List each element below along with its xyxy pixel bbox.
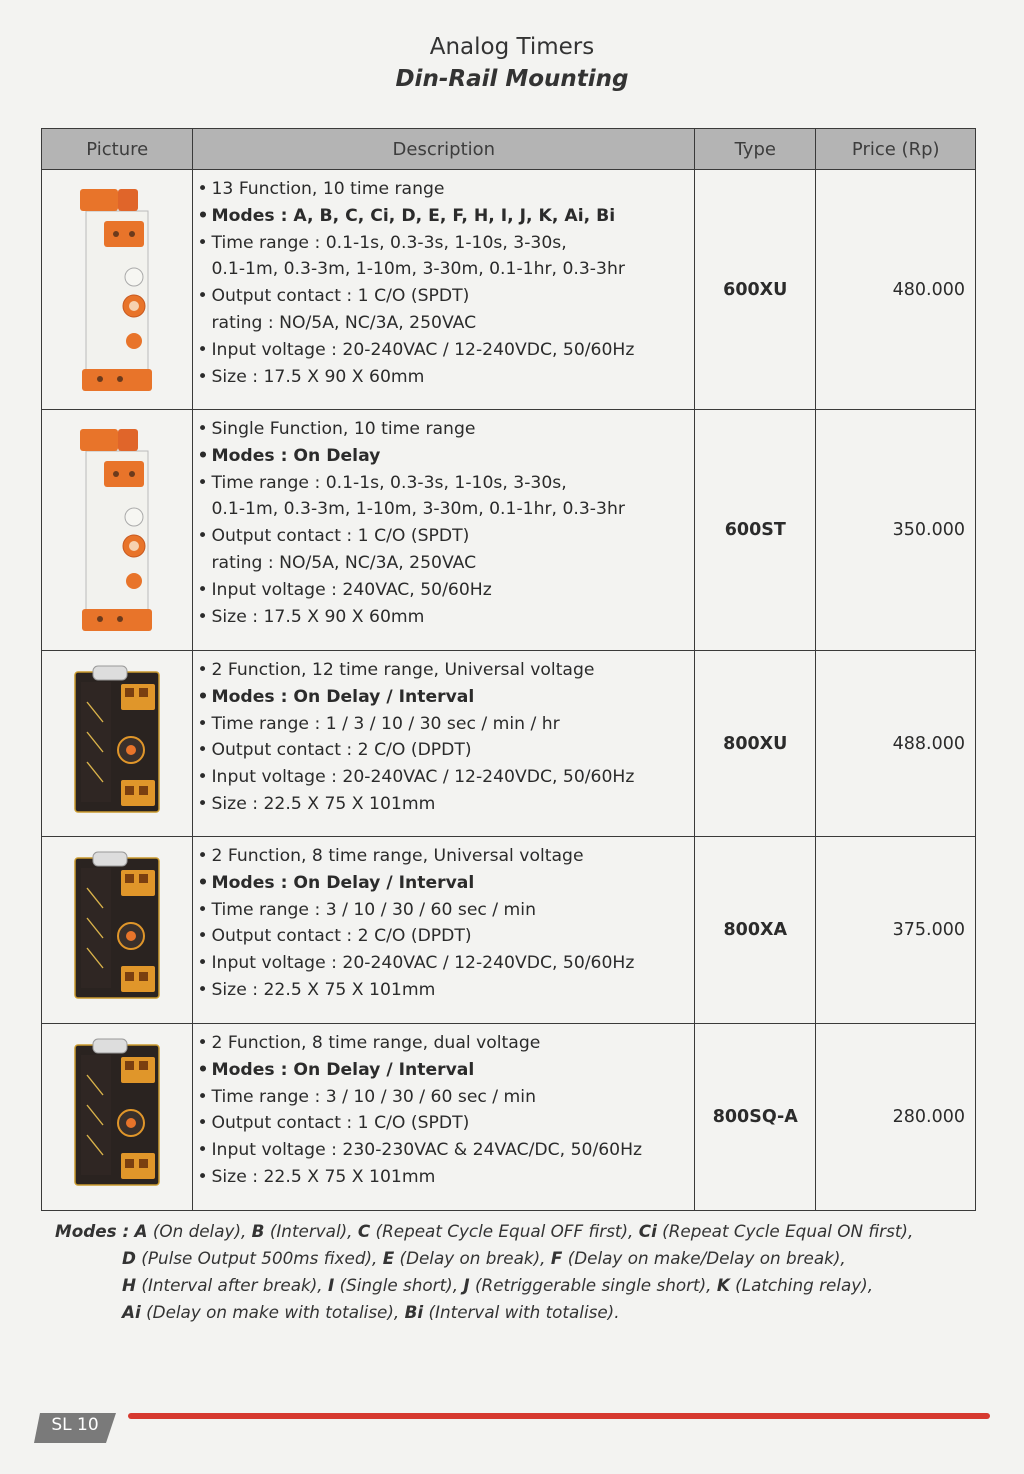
bullet-icon: • [197, 286, 208, 307]
description-line [197, 711, 694, 738]
description-text: rating : NO/5A, NC/3A, 250VAC [211, 552, 477, 573]
table-row [42, 837, 976, 1024]
description-line [197, 950, 694, 977]
mode-description: (Delay on break), [399, 1248, 546, 1268]
bullet-icon: • [197, 1113, 208, 1134]
bullet-icon: • [197, 1086, 208, 1107]
mode-code: J [463, 1275, 470, 1295]
bullet-icon: • [197, 926, 208, 947]
page-subtitle: Din-Rail Mounting [395, 66, 629, 92]
description-line [197, 870, 694, 897]
description-line [197, 523, 694, 550]
mode-code: Bi [404, 1302, 424, 1322]
bullet-icon: • [197, 1166, 208, 1187]
description-text: Single Function, 10 time range [211, 419, 476, 439]
description-text: 0.1-1m, 0.3-3m, 1-10m, 3-30m, 0.1-1hr, 0.3-3hr [211, 499, 625, 520]
product-picture-cell [42, 837, 193, 1024]
description-text: Output contact : 1 C/O (SPDT) [211, 286, 470, 307]
description-text: 2 Function, 8 time range, Universal voltage [211, 846, 584, 866]
mode-description: (Delay on make/Delay on break), [567, 1248, 846, 1268]
description-line [197, 1137, 694, 1164]
description-text: Modes : On Delay / Interval [211, 872, 475, 893]
mode-code: B [251, 1221, 265, 1241]
bullet-icon: • [197, 979, 208, 1000]
description-text: Output contact : 1 C/O (SPDT) [211, 526, 470, 547]
description-text: Modes : On Delay / Interval [211, 686, 475, 707]
description-text: Size : 17.5 X 90 X 60mm [211, 366, 425, 387]
product-type-cell: 600ST [695, 410, 816, 651]
bullet-icon: • [197, 232, 208, 253]
description-line [197, 470, 694, 497]
product-price-cell: 375.000 [816, 837, 976, 1024]
mode-description: (Interval), [269, 1221, 353, 1241]
product-description-cell [193, 1024, 695, 1211]
bullet-icon: • [197, 1033, 208, 1053]
description-text: 13 Function, 10 time range [211, 179, 445, 199]
table-row [42, 170, 976, 410]
mode-code: I [327, 1275, 335, 1295]
mode-code: Ci [638, 1221, 657, 1241]
mode-code: K [716, 1275, 730, 1295]
bullet-icon: • [197, 1059, 209, 1080]
description-text: Time range : 0.1-1s, 0.3-3s, 1-10s, 3-30s, [211, 232, 567, 253]
bullet-icon: • [197, 740, 208, 761]
page-number: SL 10 [51, 1415, 99, 1435]
description-line [197, 496, 694, 523]
description-line [197, 337, 694, 364]
description-text: Modes : On Delay / Interval [211, 1059, 475, 1080]
column-header-type: Type [695, 129, 816, 170]
timer-device-image [69, 1035, 165, 1195]
description-line [197, 577, 694, 604]
footer-divider [128, 1413, 990, 1419]
description-line [197, 604, 694, 631]
description-line [197, 256, 694, 283]
description-text: Size : 22.5 X 75 X 101mm [211, 1166, 436, 1187]
product-price-cell: 488.000 [816, 651, 976, 837]
description-line [197, 977, 694, 1004]
mode-code: F [550, 1248, 563, 1268]
product-picture-cell [42, 1024, 193, 1211]
description-line [197, 176, 694, 203]
description-line [197, 550, 694, 577]
timer-device-image [69, 662, 165, 822]
description-text: Input voltage : 20-240VAC / 12-240VDC, 50/60Hz [211, 953, 635, 974]
page-title: Analog Timers [429, 34, 595, 60]
bullet-icon: • [197, 366, 208, 387]
description-text: Output contact : 2 C/O (DPDT) [211, 740, 472, 761]
description-text: Size : 17.5 X 90 X 60mm [211, 606, 425, 627]
description-line [197, 897, 694, 924]
bullet-icon: • [197, 1140, 208, 1161]
description-line [197, 1110, 694, 1137]
mode-description: (Pulse Output 500ms fixed), [141, 1248, 378, 1268]
description-text: Output contact : 2 C/O (DPDT) [211, 926, 472, 947]
mode-code: Ai [122, 1302, 141, 1322]
description-text: Modes : On Delay [211, 445, 381, 466]
description-text: Time range : 0.1-1s, 0.3-3s, 1-10s, 3-30s, [211, 472, 567, 493]
description-line [197, 1057, 694, 1084]
table-row [42, 651, 976, 837]
product-description-cell [193, 170, 695, 410]
description-text: 2 Function, 8 time range, dual voltage [211, 1033, 541, 1053]
legend-line [55, 1299, 955, 1326]
description-text: Input voltage : 240VAC, 50/60Hz [211, 579, 492, 600]
timer-device-image [74, 181, 160, 395]
bullet-icon: • [197, 339, 208, 360]
description-text: Modes : A, B, C, Ci, D, E, F, H, I, J, K, Ai, Bi [211, 205, 616, 226]
description-line [197, 737, 694, 764]
mode-description: (Interval after break), [141, 1275, 323, 1295]
bullet-icon: • [197, 846, 208, 866]
mode-code: H [122, 1275, 137, 1295]
description-line [197, 310, 694, 337]
description-text: Time range : 3 / 10 / 30 / 60 sec / min [211, 1086, 536, 1107]
description-line [197, 416, 694, 443]
description-text: Input voltage : 230-230VAC & 24VAC/DC, 50/60Hz [211, 1140, 643, 1161]
legend-line [55, 1245, 955, 1272]
product-type-cell: 800SQ-A [695, 1024, 816, 1211]
description-line [197, 791, 694, 818]
product-price-cell: 480.000 [816, 170, 976, 410]
bullet-icon: • [197, 526, 208, 547]
product-picture-cell [42, 410, 193, 651]
mode-description: (Delay on make with totalise), [146, 1302, 400, 1322]
description-text: Size : 22.5 X 75 X 101mm [211, 793, 436, 814]
description-line [197, 657, 694, 684]
product-description-cell [193, 410, 695, 651]
bullet-icon: • [197, 899, 208, 920]
modes-legend [55, 1218, 955, 1326]
bullet-icon: • [197, 686, 209, 707]
product-description-cell [193, 837, 695, 1024]
legend-label: Modes : [55, 1221, 130, 1241]
table-row [42, 410, 976, 651]
description-line [197, 230, 694, 257]
product-type-cell: 600XU [695, 170, 816, 410]
bullet-icon: • [197, 419, 208, 439]
description-line [197, 1084, 694, 1111]
timer-device-image [69, 848, 165, 1008]
column-header-price: Price (Rp) [816, 129, 976, 170]
product-price-cell: 350.000 [816, 410, 976, 651]
description-line [197, 684, 694, 711]
description-line [197, 764, 694, 791]
description-text: 0.1-1m, 0.3-3m, 1-10m, 3-30m, 0.1-1hr, 0.3-3hr [211, 259, 625, 280]
description-text: Time range : 1 / 3 / 10 / 30 sec / min / hr [211, 713, 560, 734]
product-picture-cell [42, 651, 193, 837]
description-line [197, 364, 694, 391]
description-text: Output contact : 1 C/O (SPDT) [211, 1113, 470, 1134]
mode-code: E [382, 1248, 395, 1268]
bullet-icon: • [197, 205, 209, 226]
bullet-icon: • [197, 179, 208, 199]
bullet-icon: • [197, 660, 208, 680]
bullet-icon: • [197, 713, 208, 734]
description-text: Time range : 3 / 10 / 30 / 60 sec / min [211, 899, 536, 920]
description-text: rating : NO/5A, NC/3A, 250VAC [211, 312, 477, 333]
mode-description: (Latching relay), [735, 1275, 874, 1295]
mode-description: (Interval with totalise). [428, 1302, 620, 1322]
product-type-cell: 800XU [695, 651, 816, 837]
bullet-icon: • [197, 953, 208, 974]
bullet-icon: • [197, 445, 209, 466]
mode-code: A [134, 1221, 148, 1241]
column-header-description: Description [193, 129, 695, 170]
mode-description: (Repeat Cycle Equal ON first), [662, 1221, 914, 1241]
description-line [197, 1030, 694, 1057]
table-header-row [42, 129, 976, 170]
legend-line [55, 1272, 955, 1299]
legend-line [55, 1218, 955, 1245]
mode-description: (On delay), [152, 1221, 247, 1241]
bullet-icon: • [197, 793, 208, 814]
bullet-icon: • [197, 472, 208, 493]
mode-description: (Repeat Cycle Equal OFF first), [375, 1221, 634, 1241]
bullet-icon: • [197, 872, 209, 893]
bullet-icon: • [197, 579, 208, 600]
timer-device-image [74, 421, 160, 635]
mode-code: C [357, 1221, 371, 1241]
description-line [197, 923, 694, 950]
mode-description: (Retriggerable single short), [474, 1275, 712, 1295]
product-description-cell [193, 651, 695, 837]
table-row [42, 1024, 976, 1211]
product-type-cell: 800XA [695, 837, 816, 1024]
column-header-picture: Picture [42, 129, 193, 170]
product-price-cell: 280.000 [816, 1024, 976, 1211]
description-text: 2 Function, 12 time range, Universal voltage [211, 660, 595, 680]
description-line [197, 443, 694, 470]
bullet-icon: • [197, 606, 208, 627]
description-line [197, 843, 694, 870]
mode-code: D [122, 1248, 136, 1268]
bullet-icon: • [197, 767, 208, 788]
product-picture-cell [42, 170, 193, 410]
description-line [197, 1164, 694, 1191]
description-text: Input voltage : 20-240VAC / 12-240VDC, 50/60Hz [211, 339, 635, 360]
description-line [197, 203, 694, 230]
description-text: Input voltage : 20-240VAC / 12-240VDC, 50/60Hz [211, 767, 635, 788]
mode-description: (Single short), [339, 1275, 459, 1295]
description-line [197, 283, 694, 310]
product-table [41, 128, 976, 1211]
description-text: Size : 22.5 X 75 X 101mm [211, 979, 436, 1000]
